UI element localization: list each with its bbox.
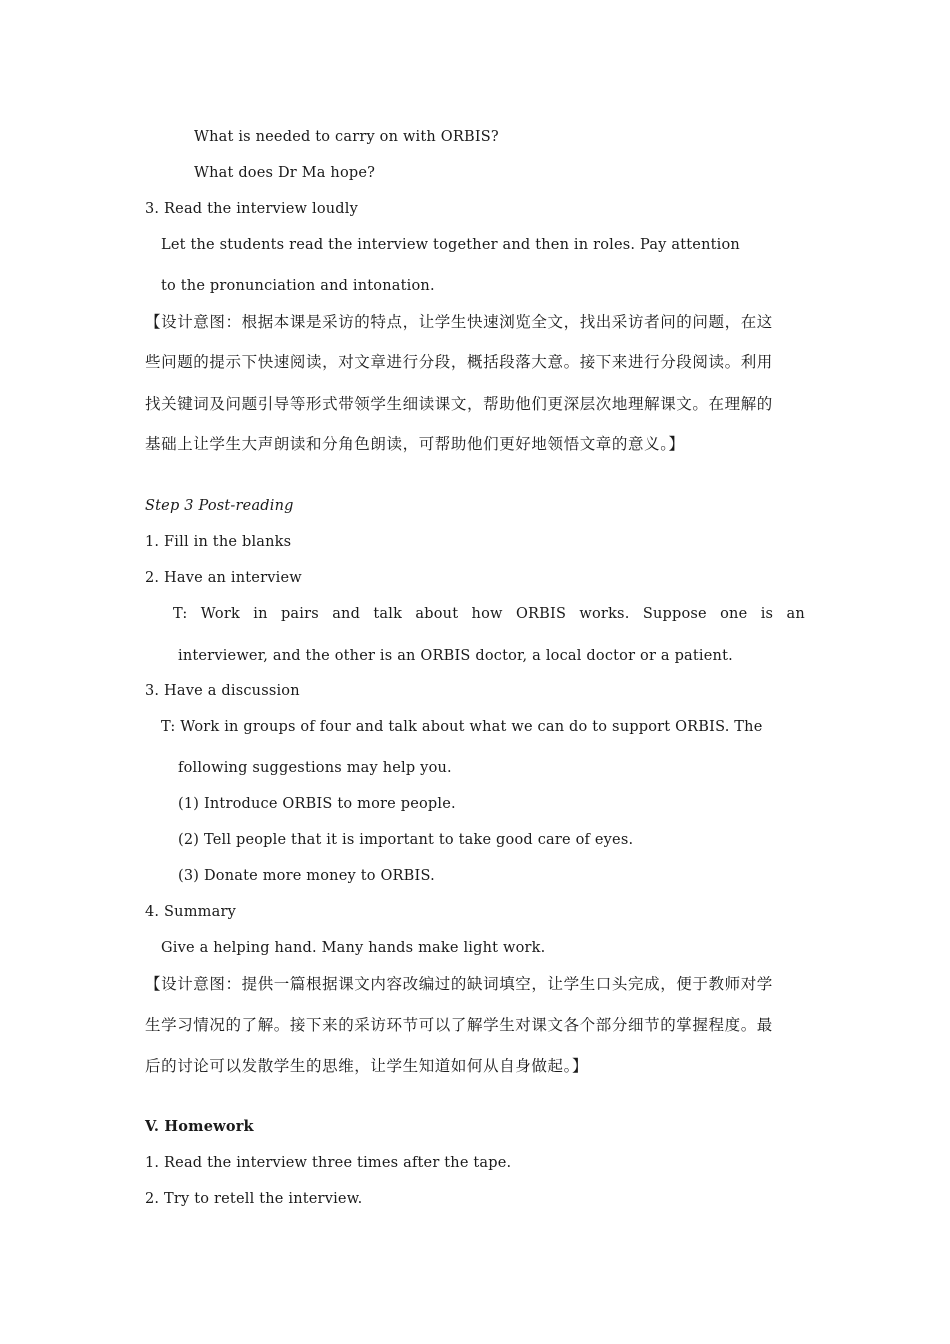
homework-title: V. Homework xyxy=(145,1118,254,1135)
paragraph-line: interviewer, and the other is an ORBIS doctor, a local doctor or a patient. xyxy=(178,648,733,664)
suggestion-item: (1) Introduce ORBIS to more people. xyxy=(178,796,456,812)
step-title: Step 3 Post-reading xyxy=(145,498,294,514)
word: ORBIS xyxy=(515,606,567,622)
question-line: What is needed to carry on with ORBIS? xyxy=(194,129,499,145)
design-note-line: 找关键词及问题引导等形式带领学生细读课文，帮助他们更深层次地理解课文。在理解的 xyxy=(145,395,773,413)
paragraph-line: Give a helping hand. Many hands make light work. xyxy=(161,940,546,956)
suggestion-item: (3) Donate more money to ORBIS. xyxy=(178,868,435,884)
homework-item: 2. Try to retell the interview. xyxy=(145,1191,363,1207)
suggestion-item: (2) Tell people that it is important to take good care of eyes. xyxy=(178,832,634,848)
word: and xyxy=(332,606,361,622)
word: Suppose xyxy=(642,606,707,622)
paragraph-line: to the pronunciation and intonation. xyxy=(161,278,435,294)
section-heading: 1. Fill in the blanks xyxy=(145,534,292,550)
design-note-line: 基础上让学生大声朗读和分角色朗读，可帮助他们更好地领悟文章的意义。】 xyxy=(145,435,685,453)
word: Work xyxy=(200,606,240,622)
word: talk xyxy=(373,606,403,622)
paragraph-line: T: Work in groups of four and talk about what we can do to support ORBIS. The xyxy=(161,719,763,735)
word: T: xyxy=(173,606,188,622)
design-note-line: 生学习情况的了解。接下来的采访环节可以了解学生对课文各个部分细节的掌握程度。最 xyxy=(145,1016,773,1034)
design-note-line: 后的讨论可以发散学生的思维，让学生知道如何从自身做起。】 xyxy=(145,1057,589,1075)
question-line: What does Dr Ma hope? xyxy=(194,165,376,181)
section-heading: 4. Summary xyxy=(145,904,236,920)
word: one xyxy=(720,606,748,622)
word: works. xyxy=(579,606,630,622)
justified-line xyxy=(173,604,805,624)
word: pairs xyxy=(280,606,319,622)
word: in xyxy=(253,606,268,622)
section-heading: 2. Have an interview xyxy=(145,570,302,586)
design-note-line: 【设计意图：根据本课是采访的特点，让学生快速浏览全文，找出采访者问的问题，在这 xyxy=(145,313,773,331)
section-heading: 3. Read the interview loudly xyxy=(145,201,358,217)
word: an xyxy=(786,606,805,622)
design-note-line: 些问题的提示下快速阅读，对文章进行分段，概括段落大意。接下来进行分段阅读。利用 xyxy=(145,353,773,371)
word: is xyxy=(760,606,774,622)
paragraph-line: following suggestions may help you. xyxy=(178,760,452,776)
homework-item: 1. Read the interview three times after the tape. xyxy=(145,1155,512,1171)
paragraph-line: Let the students read the interview together and then in roles. Pay attention xyxy=(161,237,740,253)
word: about xyxy=(415,606,459,622)
word: how xyxy=(471,606,503,622)
design-note-line: 【设计意图：提供一篇根据课文内容改编过的缺词填空，让学生口头完成，便于教师对学 xyxy=(145,975,773,993)
section-heading: 3. Have a discussion xyxy=(145,683,300,699)
